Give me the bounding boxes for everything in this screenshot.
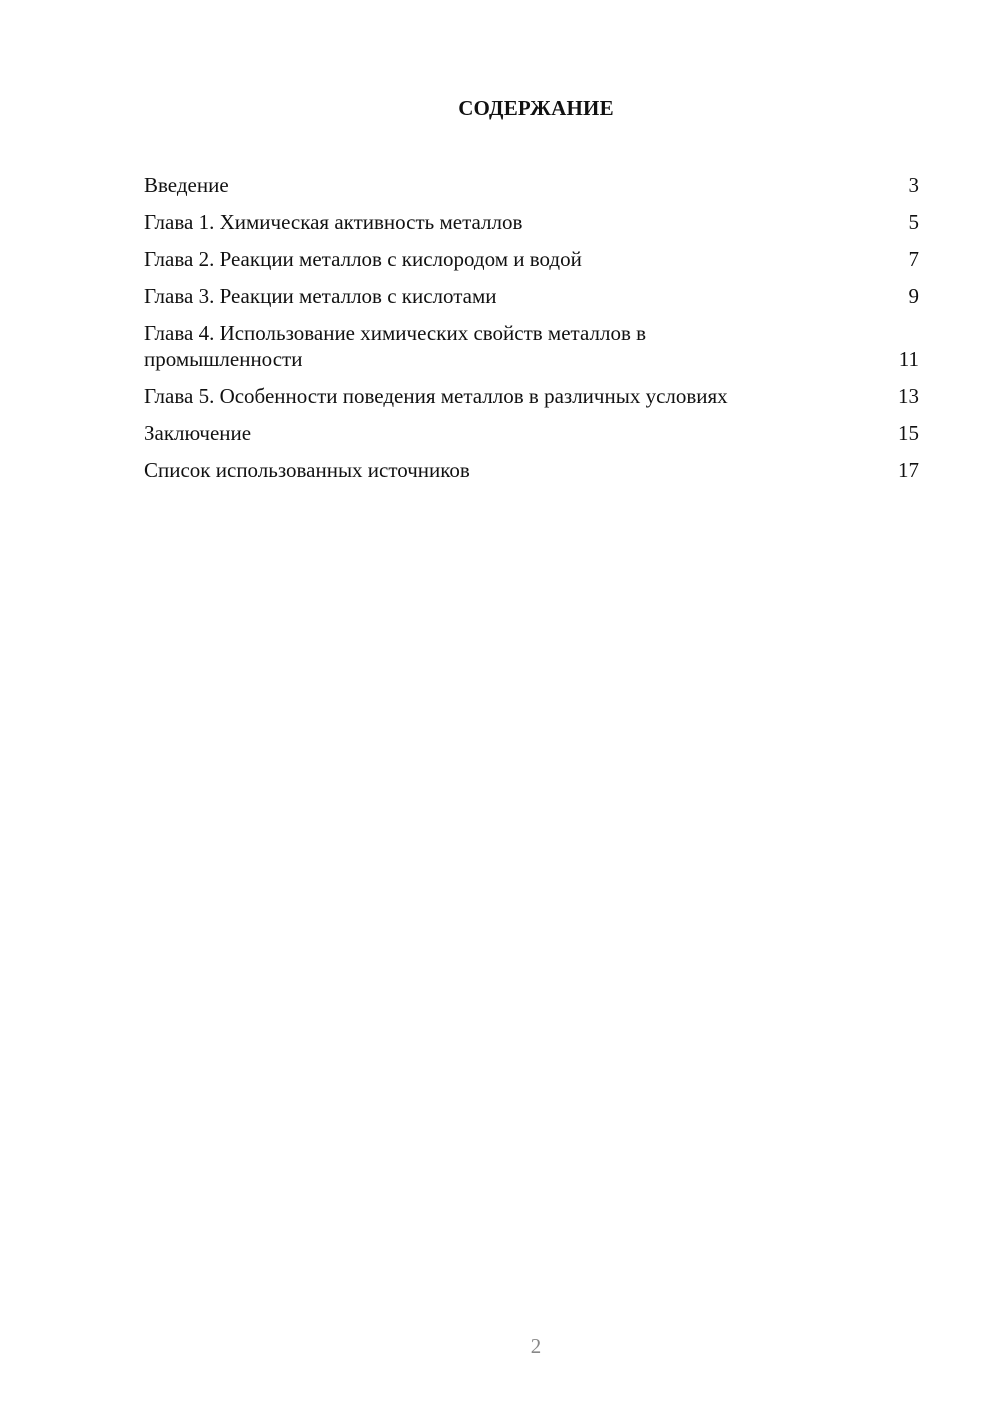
toc-entry-chapter-1[interactable] [144, 209, 919, 235]
toc-entry-chapter-5[interactable] [144, 383, 919, 409]
toc-entry-introduction[interactable] [144, 172, 919, 198]
toc-entry-chapter-4[interactable] [144, 320, 919, 372]
table-of-contents [144, 172, 919, 494]
toc-entry-references[interactable] [144, 457, 919, 483]
toc-entry-page: 13 [898, 384, 919, 408]
toc-entry-label: Глава 2. Реакции металлов с кислородом и водой [144, 247, 582, 271]
toc-entry-label: Введение [144, 173, 229, 197]
toc-entry-label: Глава 4. Использование химических свойств металлов в промышленности [144, 321, 647, 371]
toc-entry-page: 11 [898, 347, 919, 371]
toc-entry-page: 5 [908, 210, 919, 234]
toc-entry-page: 15 [898, 421, 919, 445]
toc-entry-label: Заключение [144, 421, 252, 445]
toc-entry-label: Глава 3. Реакции металлов с кислотами [144, 284, 497, 308]
toc-entry-chapter-3[interactable] [144, 283, 919, 309]
toc-entry-label: Список использованных источников [144, 458, 470, 482]
toc-entry-page: 9 [908, 284, 919, 308]
page-title: СОДЕРЖАНИЕ [458, 96, 614, 120]
toc-entry-page: 3 [908, 173, 919, 197]
toc-entry-chapter-2[interactable] [144, 246, 919, 272]
toc-entry-page: 7 [908, 247, 919, 271]
toc-entry-label: Глава 1. Химическая активность металлов [144, 210, 523, 234]
toc-entry-conclusion[interactable] [144, 420, 919, 446]
page-number: 2 [530, 1334, 542, 1358]
toc-entry-page: 17 [898, 458, 919, 482]
toc-entry-label: Глава 5. Особенности поведения металлов в различных условиях [144, 384, 728, 408]
